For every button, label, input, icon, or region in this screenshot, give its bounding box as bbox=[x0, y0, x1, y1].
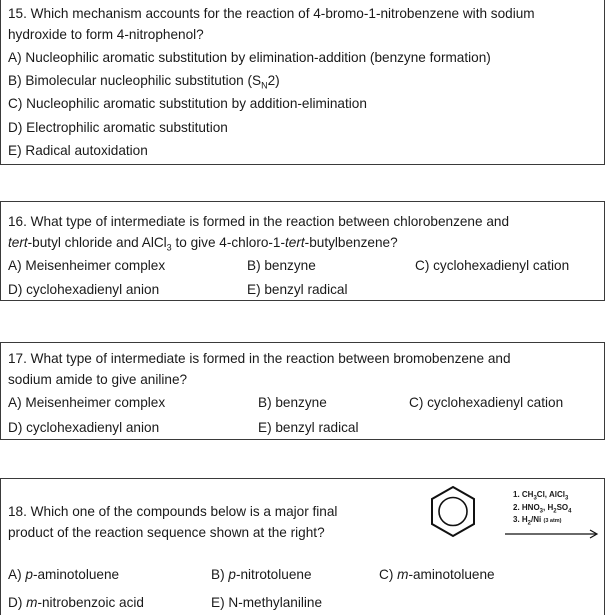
q16-tert-1: tert bbox=[8, 235, 28, 250]
q15-stem-line1: 15. Which mechanism accounts for the reaction of 4-bromo-1-nitrobenzene with sodium bbox=[8, 6, 535, 21]
q17-stem-line1: 17. What type of intermediate is formed in the reaction between bromobenzene and bbox=[8, 351, 511, 366]
q17-option-d[interactable]: D) cyclohexadienyl anion bbox=[8, 420, 160, 435]
q18-stem-line2: product of the reaction sequence shown at the right? bbox=[8, 525, 325, 540]
reaction-condition-2: 2. $HNO_3$, $H_2SO_4$ bbox=[513, 503, 572, 515]
question-17 bbox=[0, 342, 605, 440]
q18-option-d[interactable]: D) m-nitrobenzoic acid bbox=[8, 595, 144, 610]
q16-stem-sub: 3 bbox=[166, 242, 172, 253]
q18-option-c[interactable]: C) m-aminotoluene bbox=[379, 567, 495, 582]
q16-option-a[interactable]: A) Meisenheimer complex bbox=[8, 258, 166, 273]
q18-stem-line1: 18. Which one of the compounds below is a major final bbox=[8, 504, 338, 519]
q16-stem-line1: 16. What type of intermediate is formed in the reaction between chlorobenzene and bbox=[8, 214, 510, 229]
q17-option-c[interactable]: C) cyclohexadienyl cation bbox=[409, 395, 564, 410]
q15-option-b-text: B) Bimolecular nucleophilic substitution (S bbox=[8, 73, 262, 88]
q16-stem-c: to give 4-chloro-1- bbox=[171, 235, 286, 250]
q15-option-a[interactable]: A) Nucleophilic aromatic substitution by elimination-addition (benzyne formation) bbox=[8, 50, 491, 65]
q17-option-e[interactable]: E) benzyl radical bbox=[258, 420, 359, 435]
q18-option-e[interactable]: E) N-methylaniline bbox=[211, 595, 323, 610]
q15-option-e[interactable]: E) Radical autoxidation bbox=[8, 143, 148, 158]
q16-option-d[interactable]: D) cyclohexadienyl anion bbox=[8, 282, 160, 297]
question-18 bbox=[0, 478, 605, 615]
q18-option-a[interactable]: A) p-aminotoluene bbox=[8, 567, 120, 582]
reaction-condition-3: 3. $H_2/Ni$ (3 atm) bbox=[513, 515, 562, 527]
q16-option-b[interactable]: B) benzyne bbox=[247, 258, 316, 273]
reaction-condition-1: 1. $CH_3Cl$, AlCl$_3$ bbox=[513, 490, 569, 502]
question-16 bbox=[0, 201, 605, 301]
q15-stem-line2: hydroxide to form 4-nitrophenol? bbox=[8, 27, 204, 42]
q16-stem-e: -butylbenzene? bbox=[304, 235, 398, 250]
q16-tert-2: tert bbox=[285, 235, 305, 250]
q15-option-c[interactable]: C) Nucleophilic aromatic substitution by addition-elimination bbox=[8, 96, 367, 111]
q16-stem-b: -butyl chloride and AlCl bbox=[27, 235, 167, 250]
q17-stem-line2: sodium amide to give aniline? bbox=[8, 372, 188, 387]
q16-option-c[interactable]: C) cyclohexadienyl cation bbox=[415, 258, 570, 273]
q16-option-e[interactable]: E) benzyl radical bbox=[247, 282, 348, 297]
q17-option-b[interactable]: B) benzyne bbox=[258, 395, 327, 410]
q18-option-b[interactable]: B) p-nitrotoluene bbox=[211, 567, 312, 582]
q15-option-b-tail: 2) bbox=[267, 73, 280, 88]
question-15 bbox=[0, 0, 605, 165]
q15-option-b-sub: N bbox=[261, 80, 268, 91]
reaction-arrow bbox=[504, 528, 600, 540]
q17-option-a[interactable]: A) Meisenheimer complex bbox=[8, 395, 166, 410]
q15-option-d[interactable]: D) Electrophilic aromatic substitution bbox=[8, 120, 228, 135]
benzene-structure bbox=[429, 485, 477, 539]
